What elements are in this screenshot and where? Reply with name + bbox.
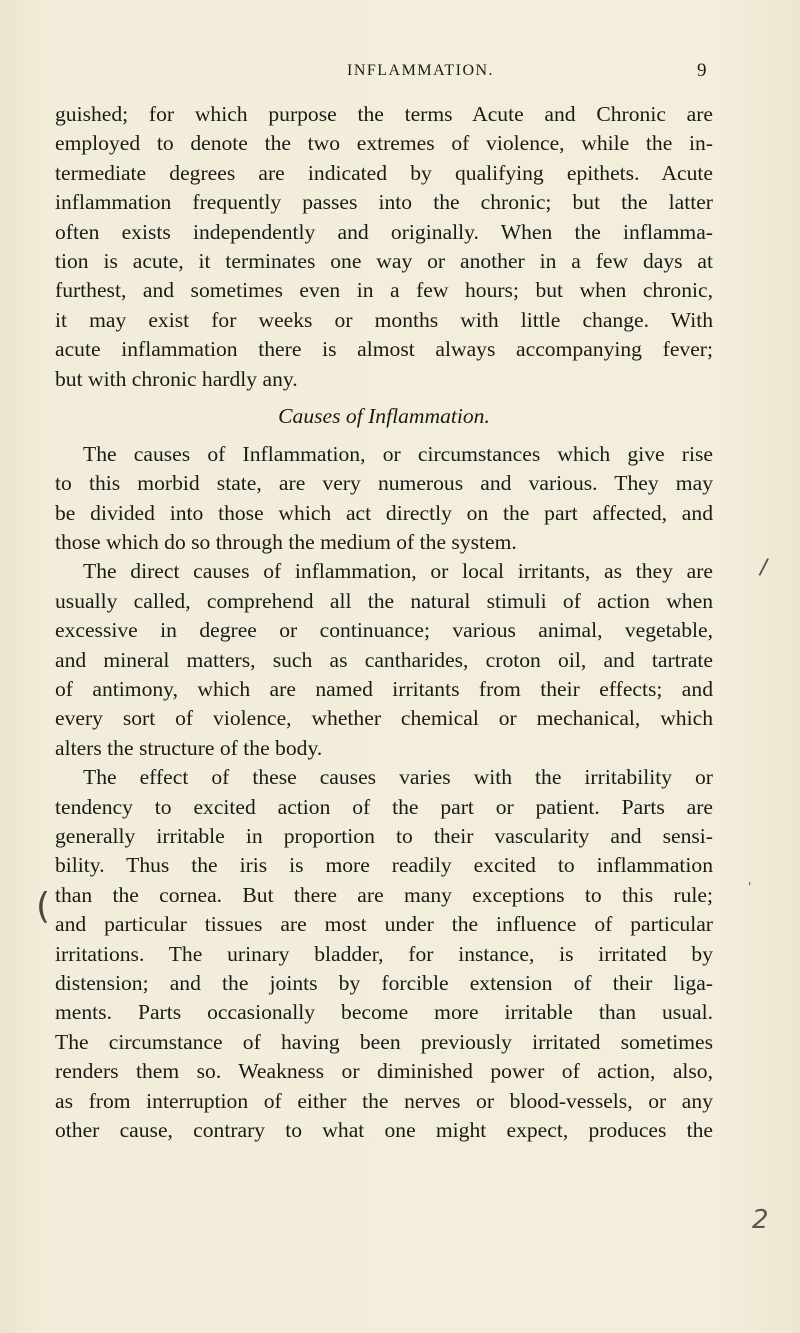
text-line: of antimony, which are named irritants from their effects; and [55, 677, 713, 702]
text-line: generally irritable in proportion to their vascularity and sensi- [55, 823, 713, 848]
text-line: renders them so. Weakness or diminished power of action, also, [55, 1059, 713, 1084]
text-line: employed to denote the two extremes of violence, while the in- [55, 131, 713, 156]
text-line: and particular tissues are most under the influence of particular [55, 912, 713, 937]
text-line: ments. Parts occasionally become more irritable than usual. [55, 1000, 713, 1025]
text-line: those which do so through the medium of the system. [55, 530, 517, 555]
text-line: but with chronic hardly any. [55, 366, 298, 391]
text-line: other cause, contrary to what one might expect, produces the [55, 1117, 713, 1142]
text-line: The direct causes of inflammation, or local irritants, as they are [83, 559, 713, 584]
text-line: usually called, comprehend all the natural stimuli of action when [55, 588, 713, 613]
margin-numeral-mark: 2 [752, 1205, 769, 1235]
text-line: inflammation frequently passes into the chronic; but the latter [55, 190, 713, 215]
text-line: The effect of these causes varies with the irritability or [83, 765, 713, 790]
paragraph-continued [55, 100, 713, 394]
paragraph-causes [55, 440, 713, 558]
text-line: irritations. The urinary bladder, for instance, is irritated by [55, 941, 713, 966]
section-heading: Causes of Inflammation. [278, 403, 490, 428]
text-line: furthest, and sometimes even in a few hours; but when chronic, [55, 278, 713, 303]
text-line: every sort of violence, whether chemical or mechanical, which [55, 706, 713, 731]
text-line: as from interruption of either the nerves or blood-vessels, or any [55, 1088, 713, 1113]
text-line: tendency to excited action of the part or patient. Parts are [55, 794, 713, 819]
text-line: tion is acute, it terminates one way or another in a few days at [55, 248, 713, 273]
margin-slash-mark: / [757, 554, 770, 581]
text-line: and mineral matters, such as cantharides, croton oil, and tartrate [55, 647, 713, 672]
paragraph-effects [55, 763, 713, 1145]
text-line: alters the structure of the body. [55, 735, 323, 760]
text-line: distension; and the joints by forcible extension of their liga- [55, 970, 713, 995]
text-line: The circumstance of having been previously irritated sometimes [55, 1029, 713, 1054]
text-line: excessive in degree or continuance; various animal, vegetable, [55, 618, 713, 643]
text-line: The causes of Inflammation, or circumstances which give rise [83, 441, 713, 466]
text-line: acute inflammation there is almost always accompanying fever; [55, 337, 713, 362]
text-line: guished; for which purpose the terms Acute and Chronic are [55, 102, 713, 126]
margin-tick-mark: ' [748, 880, 752, 894]
page-number: 9 [697, 60, 707, 81]
paragraph-direct-causes [55, 557, 713, 763]
page-header [0, 60, 800, 90]
text-line: termediate degrees are indicated by qualifying epithets. Acute [55, 160, 713, 185]
margin-bracket-mark: ( [36, 886, 51, 927]
running-title: INFLAMMATION. [347, 62, 495, 79]
body-text [55, 100, 713, 1145]
text-line: be divided into those which act directly on the part affected, and [55, 500, 713, 525]
text-line: than the cornea. But there are many exceptions to this rule; [55, 882, 713, 907]
text-line: it may exist for weeks or months with little change. With [55, 307, 713, 332]
text-line: often exists independently and originally. When the inflamma- [55, 219, 713, 244]
text-line: to this morbid state, are very numerous and various. They may [55, 471, 713, 496]
text-line: bility. Thus the iris is more readily excited to inflammation [55, 853, 713, 878]
